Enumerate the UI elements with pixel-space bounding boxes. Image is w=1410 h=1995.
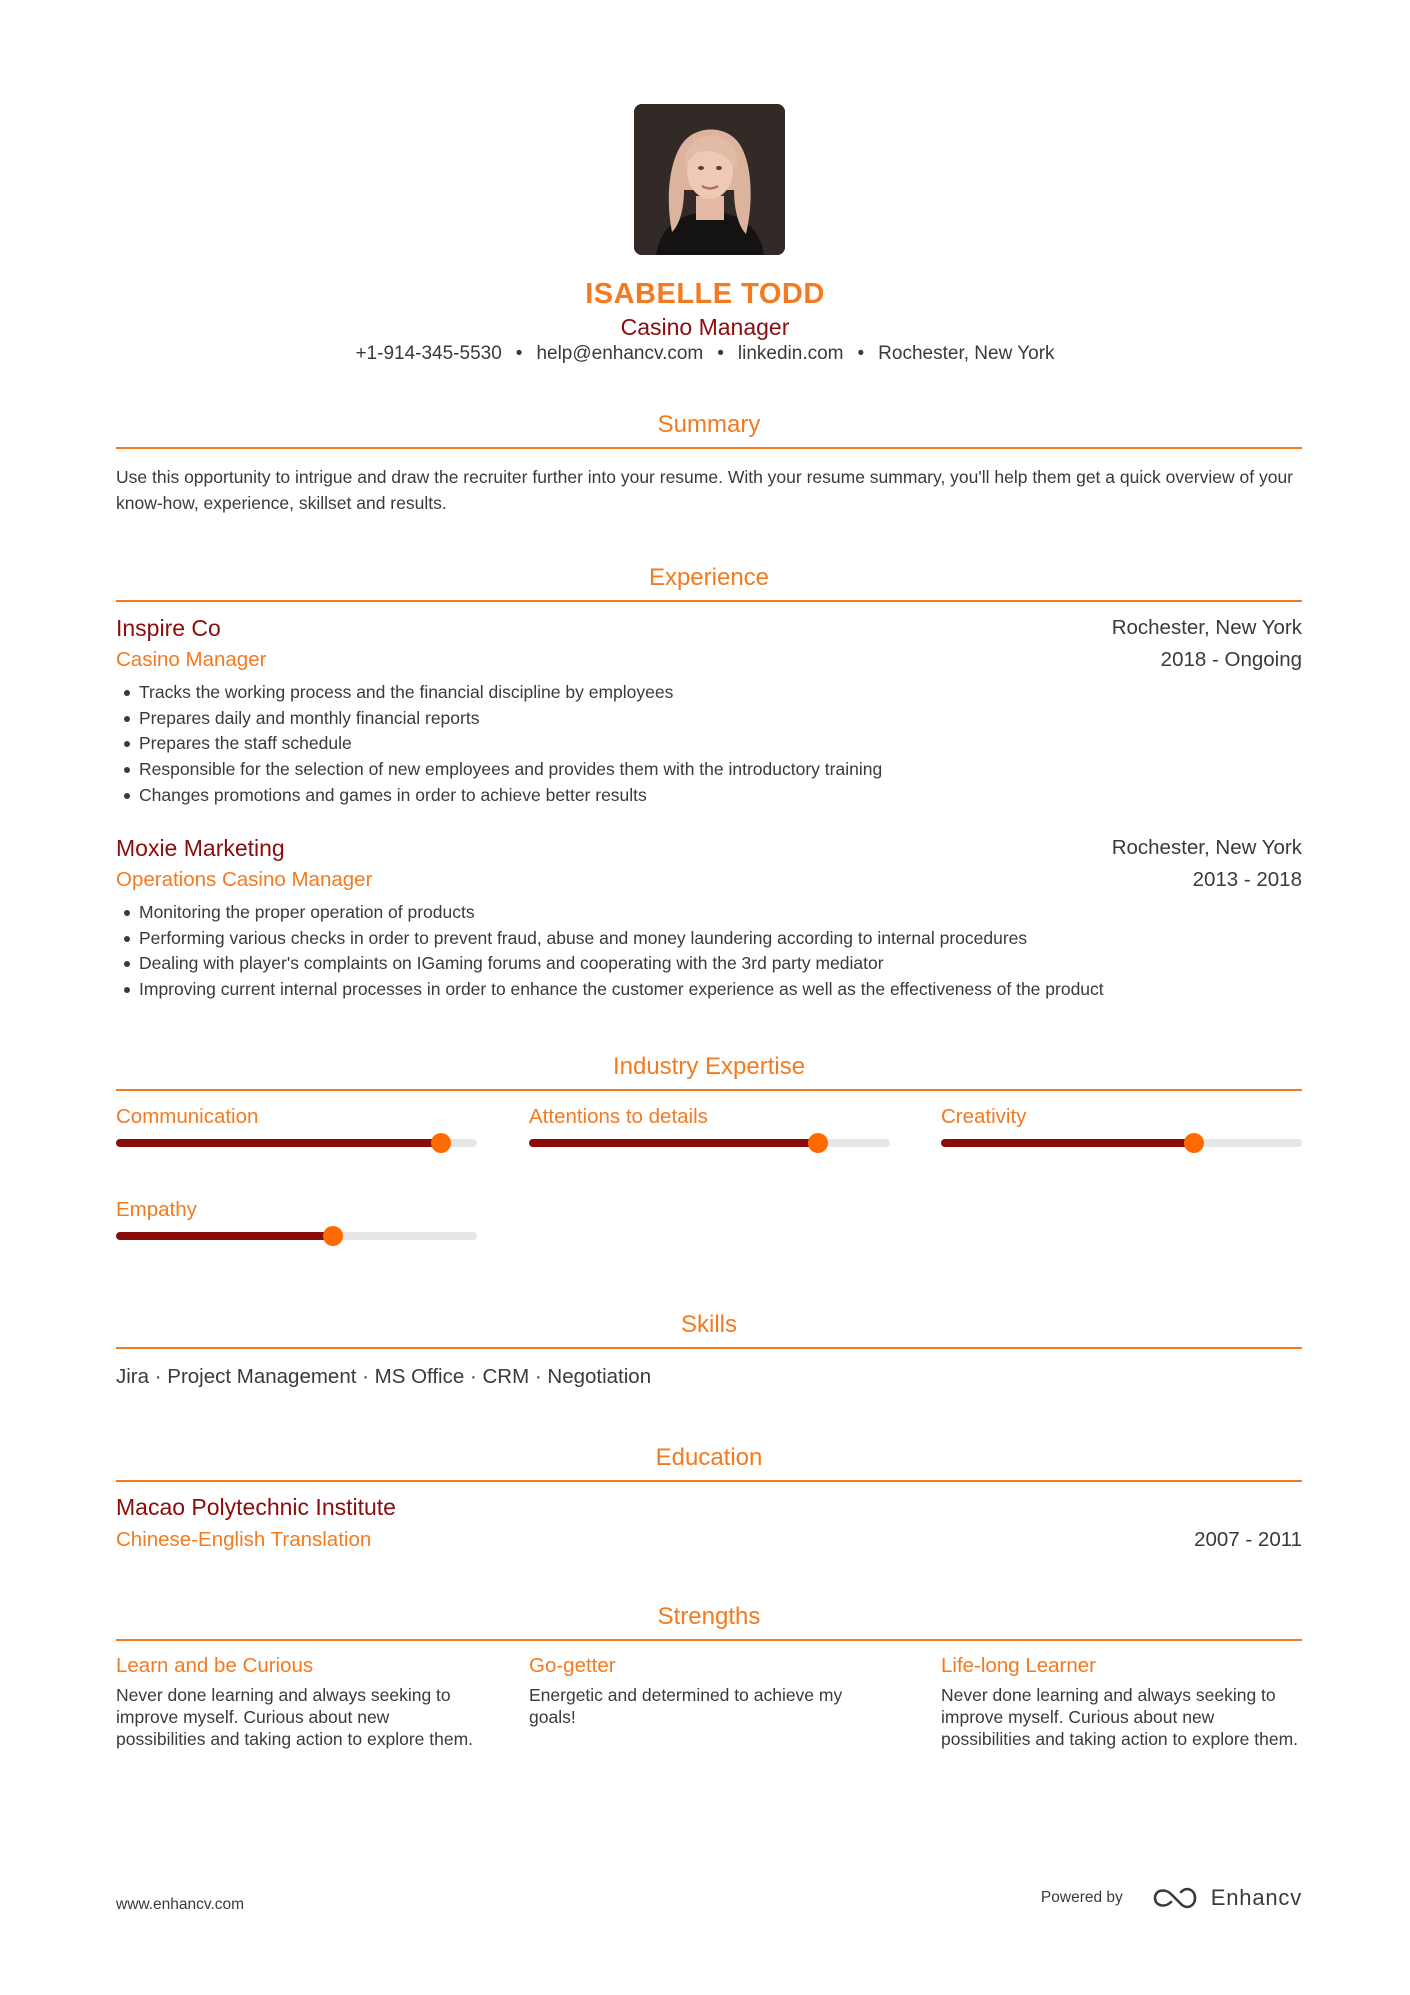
enhancv-logo-text: Enhancv xyxy=(1210,1885,1302,1910)
contact-separator: • xyxy=(717,343,724,364)
expertise-name: Attentions to details xyxy=(529,1105,708,1128)
skill-separator: · xyxy=(464,1365,483,1388)
experience-bullets xyxy=(116,900,1302,1003)
education-school: Macao Polytechnic Institute xyxy=(116,1494,396,1520)
experience-title: Experience xyxy=(648,564,770,591)
experience-location: Rochester, New York xyxy=(1111,616,1302,639)
education-divider xyxy=(116,1480,1302,1482)
expertise-title: Industry Expertise xyxy=(612,1053,806,1080)
experience-bullets xyxy=(116,680,1302,809)
experience-bullet: Prepares the staff schedule xyxy=(116,731,1302,757)
education-title: Education xyxy=(655,1444,763,1471)
experience-company: Inspire Co xyxy=(116,615,221,641)
strength-description: Never done learning and always seeking to improve myself. Curious about new possibilities and taking action to explore them. xyxy=(116,1685,474,1749)
experience-bullet: Prepares daily and monthly financial reports xyxy=(116,706,1302,732)
strength-item xyxy=(116,1654,477,1750)
strength-description: Never done learning and always seeking to improve myself. Curious about new possibilities and taking action to explore them. xyxy=(941,1685,1299,1749)
expertise-bar-knob xyxy=(1184,1133,1204,1153)
profile-photo xyxy=(634,104,785,255)
strength-description: Energetic and determined to achieve my goals! xyxy=(529,1685,843,1727)
expertise-name: Empathy xyxy=(116,1198,197,1221)
expertise-bar-track xyxy=(941,1139,1302,1147)
expertise-bar-knob xyxy=(808,1133,828,1153)
expertise-bar-track xyxy=(116,1139,477,1147)
expertise-bar-fill xyxy=(116,1139,441,1147)
experience-bullet: Dealing with player's complaints on IGaming forums and cooperating with the 3rd party mediator xyxy=(116,951,1302,977)
contact-linkedin: linkedin.com xyxy=(737,343,844,364)
expertise-bar-fill xyxy=(941,1139,1194,1147)
experience-bullet: Monitoring the proper operation of products xyxy=(116,900,1302,926)
candidate-name: ISABELLE TODD xyxy=(585,278,825,310)
powered-by-label: Powered by xyxy=(1040,1889,1123,1906)
contact-separator: • xyxy=(857,343,865,364)
experience-role: Operations Casino Manager xyxy=(116,868,373,891)
skill-tag: Project Management xyxy=(167,1365,357,1388)
expertise-bar-knob xyxy=(323,1226,343,1246)
experience-role: Casino Manager xyxy=(116,648,267,671)
expertise-item xyxy=(116,1198,477,1222)
expertise-item xyxy=(529,1105,890,1129)
contact-location: Rochester, New York xyxy=(878,343,1055,364)
strength-title: Learn and be Curious xyxy=(116,1654,314,1677)
footer-website-link[interactable]: www.enhancv.com xyxy=(116,1896,245,1913)
contact-phone: +1-914-345-5530 xyxy=(355,343,502,364)
experience-dates: 2013 - 2018 xyxy=(1192,868,1302,891)
summary-text: Use this opportunity to intrigue and draw the recruiter further into your resume. With your resume summary, you'll help them get a quick overview of your know-how, experience, skillset and results. xyxy=(116,467,1294,513)
experience-bullet: Performing various checks in order to prevent fraud, abuse and money laundering according to internal procedures xyxy=(116,926,1302,952)
contact-separator: • xyxy=(515,343,523,364)
experience-company: Moxie Marketing xyxy=(116,835,285,861)
skill-separator: · xyxy=(149,1365,168,1388)
experience-bullet: Changes promotions and games in order to achieve better results xyxy=(116,783,1302,809)
expertise-name: Communication xyxy=(116,1105,259,1128)
skill-tag: Jira xyxy=(116,1365,150,1388)
skill-separator: · xyxy=(529,1365,548,1388)
expertise-name: Creativity xyxy=(941,1105,1027,1128)
education-degree: Chinese-English Translation xyxy=(116,1528,372,1551)
strengths-divider xyxy=(116,1639,1302,1641)
experience-bullet: Improving current internal processes in order to enhance the customer experience as well as the effectiveness of the product xyxy=(116,977,1302,1003)
skill-separator: · xyxy=(356,1365,375,1388)
strength-title: Life-long Learner xyxy=(941,1654,1096,1677)
experience-divider xyxy=(116,600,1302,602)
summary-divider xyxy=(116,447,1302,449)
expertise-item xyxy=(116,1105,477,1129)
enhancv-logo-icon xyxy=(1151,1884,1199,1912)
profile-photo-illustration xyxy=(634,104,785,255)
skill-tag: Negotiation xyxy=(547,1365,652,1388)
candidate-role: Casino Manager xyxy=(620,314,790,340)
education-dates: 2007 - 2011 xyxy=(1194,1528,1302,1551)
experience-dates: 2018 - Ongoing xyxy=(1160,648,1302,671)
skill-tag: MS Office xyxy=(374,1365,465,1388)
strength-item xyxy=(941,1654,1302,1750)
skill-tag: CRM xyxy=(482,1365,530,1388)
expertise-bar-track xyxy=(529,1139,890,1147)
expertise-bar-track xyxy=(116,1232,477,1240)
contact-email: help@enhancv.com xyxy=(536,343,704,364)
skills-divider xyxy=(116,1347,1302,1349)
footer-brand[interactable] xyxy=(1041,1884,1302,1912)
strength-title: Go-getter xyxy=(529,1654,616,1677)
expertise-divider xyxy=(116,1089,1302,1091)
experience-bullet: Tracks the working process and the financial discipline by employees xyxy=(116,680,1302,706)
experience-bullet: Responsible for the selection of new employees and provides them with the introductory training xyxy=(116,757,1302,783)
expertise-bar-fill xyxy=(529,1139,818,1147)
summary-title: Summary xyxy=(657,411,761,438)
skills-list xyxy=(116,1365,651,1389)
strengths-title: Strengths xyxy=(657,1603,761,1630)
expertise-bar-knob xyxy=(431,1133,451,1153)
contact-line xyxy=(0,343,1410,365)
experience-location: Rochester, New York xyxy=(1111,836,1302,859)
strength-item xyxy=(529,1654,890,1728)
expertise-item xyxy=(941,1105,1302,1129)
expertise-bar-fill xyxy=(116,1232,333,1240)
skills-title: Skills xyxy=(680,1311,737,1338)
